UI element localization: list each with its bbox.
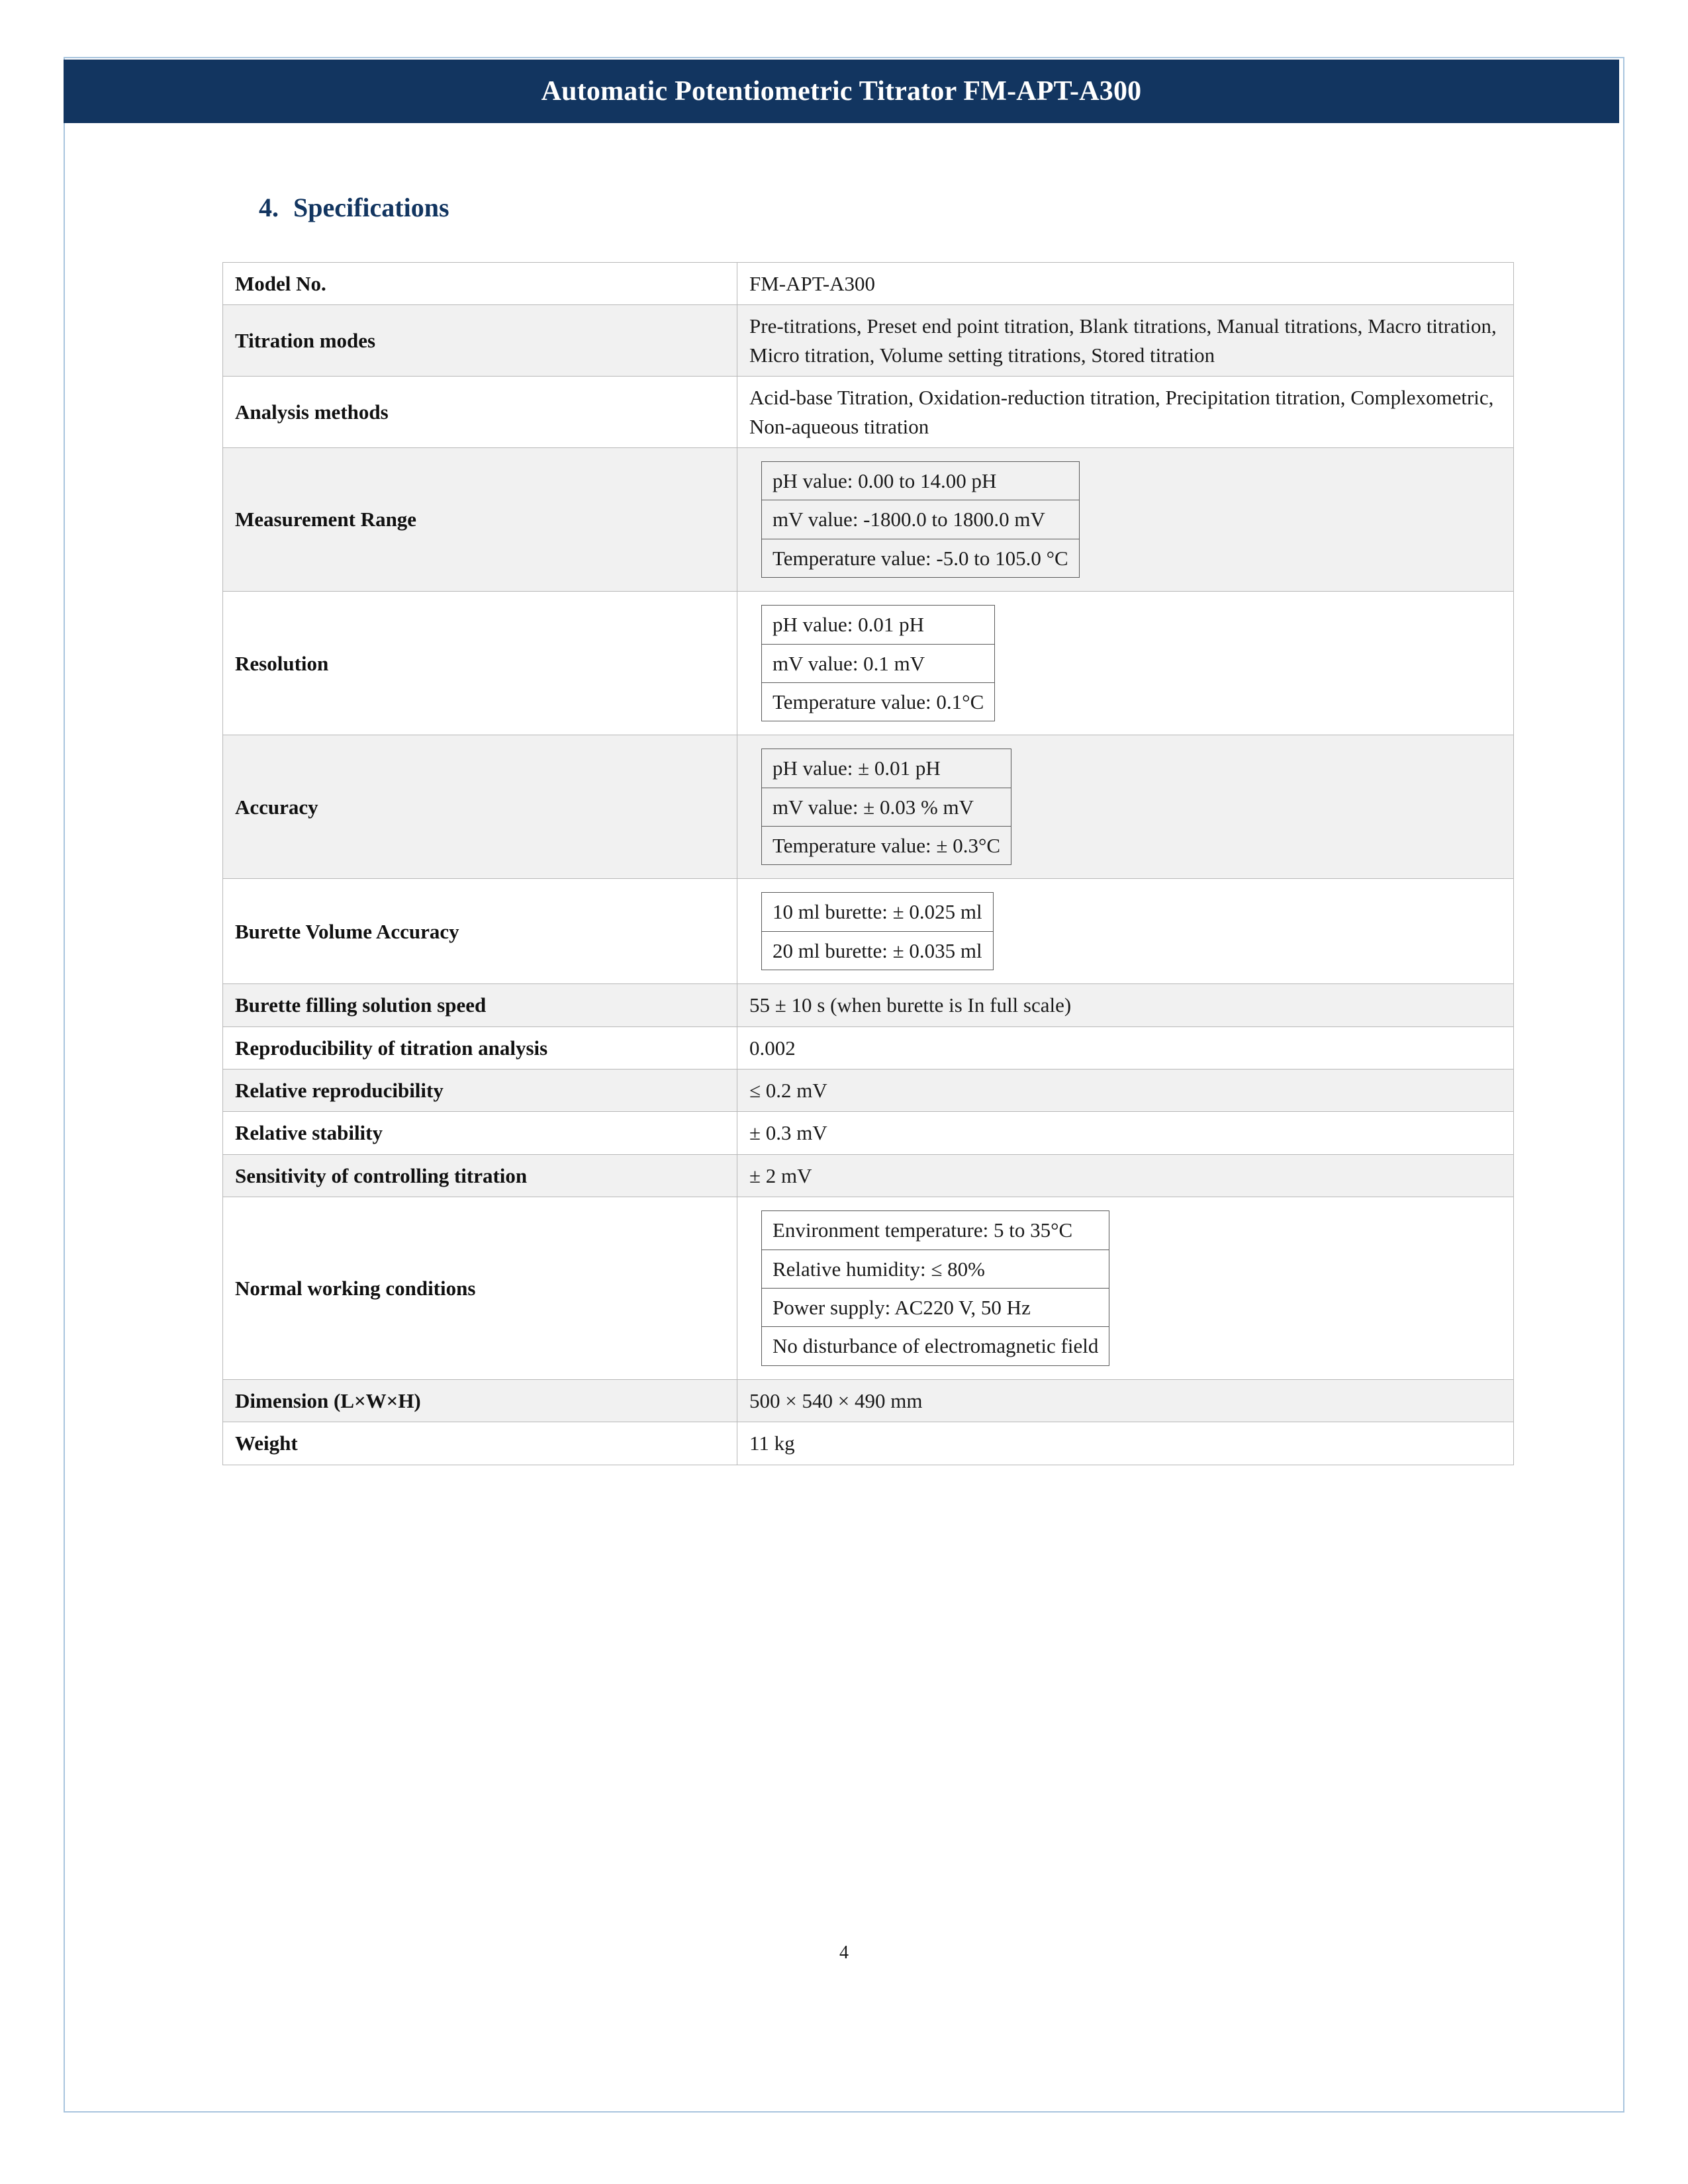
sub-table-row xyxy=(762,1327,1109,1365)
specifications-table xyxy=(222,262,1514,1465)
row-value xyxy=(737,1197,1514,1380)
sub-table-cell: 20 ml burette: ± 0.035 ml xyxy=(762,931,994,970)
sub-table-row xyxy=(762,893,994,931)
table-row xyxy=(223,735,1514,879)
sub-table-row xyxy=(762,461,1080,500)
row-value: Pre-titrations, Preset end point titration, Blank titrations, Manual titrations, Macro titration, Micro titration, Volume setting titrations, Stored titration xyxy=(737,305,1514,377)
row-label: Relative reproducibility xyxy=(223,1069,737,1112)
sub-table-row xyxy=(762,788,1011,826)
table-row xyxy=(223,1154,1514,1197)
sub-table-row xyxy=(762,606,995,644)
row-value xyxy=(737,735,1514,879)
row-value: FM-APT-A300 xyxy=(737,263,1514,305)
row-label: Model No. xyxy=(223,263,737,305)
sub-table-cell: pH value: 0.01 pH xyxy=(762,606,995,644)
sub-table-row xyxy=(762,931,994,970)
sub-table-cell: pH value: 0.00 to 14.00 pH xyxy=(762,461,1080,500)
row-label: Dimension (L×W×H) xyxy=(223,1379,737,1422)
row-value xyxy=(737,592,1514,735)
row-label: Resolution xyxy=(223,592,737,735)
page-number: 4 xyxy=(839,1942,849,1963)
table-row xyxy=(223,592,1514,735)
sub-table-row xyxy=(762,500,1080,539)
section-title: Specifications xyxy=(293,193,449,222)
table-row xyxy=(223,1069,1514,1112)
table-row xyxy=(223,377,1514,448)
sub-table xyxy=(761,892,994,970)
sub-table xyxy=(761,461,1080,578)
sub-table-cell: mV value: ± 0.03 % mV xyxy=(762,788,1011,826)
row-label: Measurement Range xyxy=(223,447,737,591)
table-row xyxy=(223,263,1514,305)
sub-table-row xyxy=(762,539,1080,577)
row-label: Titration modes xyxy=(223,305,737,377)
row-value: Acid-base Titration, Oxidation-reduction titration, Precipitation titration, Complexometric, Non-aqueous titration xyxy=(737,377,1514,448)
document-title: Automatic Potentiometric Titrator FM-APT-A300 xyxy=(541,76,1142,107)
row-value: 55 ± 10 s (when burette is In full scale) xyxy=(737,984,1514,1026)
sub-table-cell: mV value: -1800.0 to 1800.0 mV xyxy=(762,500,1080,539)
row-label: Accuracy xyxy=(223,735,737,879)
sub-table-cell: Temperature value: ± 0.3°C xyxy=(762,827,1011,865)
table-row xyxy=(223,1112,1514,1154)
row-label: Weight xyxy=(223,1422,737,1465)
sub-table-cell: pH value: ± 0.01 pH xyxy=(762,749,1011,788)
row-value: ≤ 0.2 mV xyxy=(737,1069,1514,1112)
table-row xyxy=(223,305,1514,377)
sub-table-cell: No disturbance of electromagnetic field xyxy=(762,1327,1109,1365)
table-row xyxy=(223,1026,1514,1069)
specifications-table-body xyxy=(223,263,1514,1465)
sub-table-cell: mV value: 0.1 mV xyxy=(762,644,995,682)
row-label: Burette filling solution speed xyxy=(223,984,737,1026)
row-label: Burette Volume Accuracy xyxy=(223,879,737,984)
sub-table-row xyxy=(762,1211,1109,1250)
table-row xyxy=(223,1379,1514,1422)
sub-table xyxy=(761,605,995,721)
row-value xyxy=(737,447,1514,591)
row-label: Relative stability xyxy=(223,1112,737,1154)
row-value xyxy=(737,879,1514,984)
sub-table-cell: Power supply: AC220 V, 50 Hz xyxy=(762,1288,1109,1326)
row-value: 500 × 540 × 490 mm xyxy=(737,1379,1514,1422)
row-label: Reproducibility of titration analysis xyxy=(223,1026,737,1069)
sub-table-cell: Temperature value: -5.0 to 105.0 °C xyxy=(762,539,1080,577)
row-label: Analysis methods xyxy=(223,377,737,448)
sub-table-cell: 10 ml burette: ± 0.025 ml xyxy=(762,893,994,931)
row-label: Normal working conditions xyxy=(223,1197,737,1380)
sub-table-cell: Temperature value: 0.1°C xyxy=(762,682,995,721)
sub-table-cell: Relative humidity: ≤ 80% xyxy=(762,1250,1109,1288)
table-row xyxy=(223,1197,1514,1380)
sub-table-row xyxy=(762,682,995,721)
sub-table-row xyxy=(762,644,995,682)
section-heading xyxy=(259,192,449,223)
sub-table xyxy=(761,749,1011,865)
sub-table-cell: Environment temperature: 5 to 35°C xyxy=(762,1211,1109,1250)
table-row xyxy=(223,984,1514,1026)
table-row xyxy=(223,447,1514,591)
table-row xyxy=(223,879,1514,984)
sub-table-row xyxy=(762,827,1011,865)
row-value: 0.002 xyxy=(737,1026,1514,1069)
row-value: 11 kg xyxy=(737,1422,1514,1465)
row-label: Sensitivity of controlling titration xyxy=(223,1154,737,1197)
table-row xyxy=(223,1422,1514,1465)
sub-table-row xyxy=(762,749,1011,788)
sub-table-row xyxy=(762,1250,1109,1288)
row-value: ± 0.3 mV xyxy=(737,1112,1514,1154)
document-header-band xyxy=(64,60,1619,123)
section-number: 4. xyxy=(259,193,279,222)
row-value: ± 2 mV xyxy=(737,1154,1514,1197)
sub-table-row xyxy=(762,1288,1109,1326)
sub-table xyxy=(761,1210,1109,1366)
